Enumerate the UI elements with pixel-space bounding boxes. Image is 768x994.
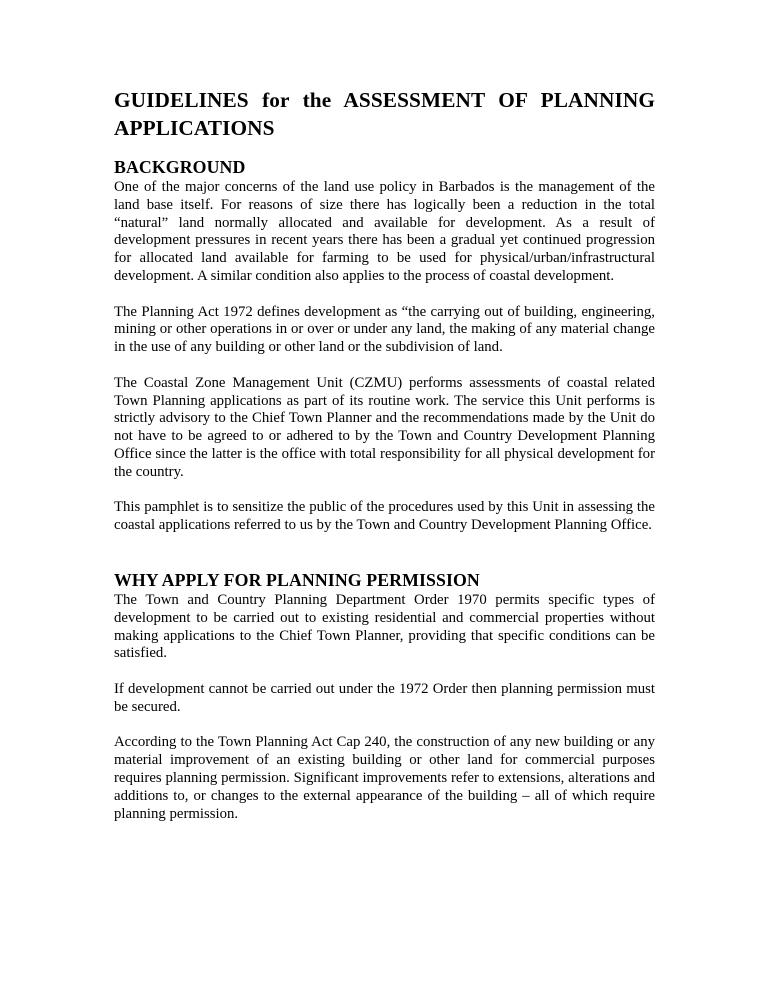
document-title: GUIDELINES for the ASSESSMENT OF PLANNING APPLICATIONS	[114, 88, 655, 140]
section-why-apply	[114, 569, 655, 823]
paragraph: One of the major concerns of the land use policy in Barbados is the management of the land base itself. For reasons of size there has logically been a reduction in the total “natural” land normally allocated and available for development. As a result of development pressures in recent years there has been a gradual yet continued progression for allocated land available for farming to be used for physical/urban/infrastructural development. A similar condition also applies to the process of coastal development.	[114, 179, 655, 284]
document-page	[114, 86, 655, 823]
paragraph: According to the Town Planning Act Cap 240, the construction of any new building or any material improvement of an existing building or other land for commercial purposes requires planning permission. Significant improvements refer to extensions, alterations and additions to, or changes to the external appearance of the building – all of which require planning permission.	[114, 734, 655, 822]
paragraph: The Town and Country Planning Department Order 1970 permits specific types of development to be carried out to existing residential and commercial properties without making applications to the Chief Town Planner, providing that specific conditions can be satisfied.	[114, 591, 655, 662]
section-heading-why-apply: WHY APPLY FOR PLANNING PERMISSION	[114, 569, 480, 590]
paragraph: The Planning Act 1972 defines development as “the carrying out of building, engineering, mining or other operations in or over or under any land, the making of any material change in the use of any building or other land or the subdivision of land.	[114, 303, 655, 356]
paragraph: This pamphlet is to sensitize the public of the procedures used by this Unit in assessing the coastal applications referred to us by the Town and Country Development Planning Office.	[114, 499, 655, 534]
section-heading-background: BACKGROUND	[114, 157, 246, 177]
section-background	[114, 156, 655, 535]
paragraph: If development cannot be carried out under the 1972 Order then planning permission must be secured.	[114, 680, 655, 715]
paragraph: The Coastal Zone Management Unit (CZMU) performs assessments of coastal related Town Planning applications as part of its routine work. The service this Unit performs is strictly advisory to the Chief Town Planner and the recommendations made by the Unit do not have to be agreed to or adhered to by the Town and Country Development Planning Office since the latter is the office with total responsibility for all physical development for the country.	[114, 374, 655, 480]
